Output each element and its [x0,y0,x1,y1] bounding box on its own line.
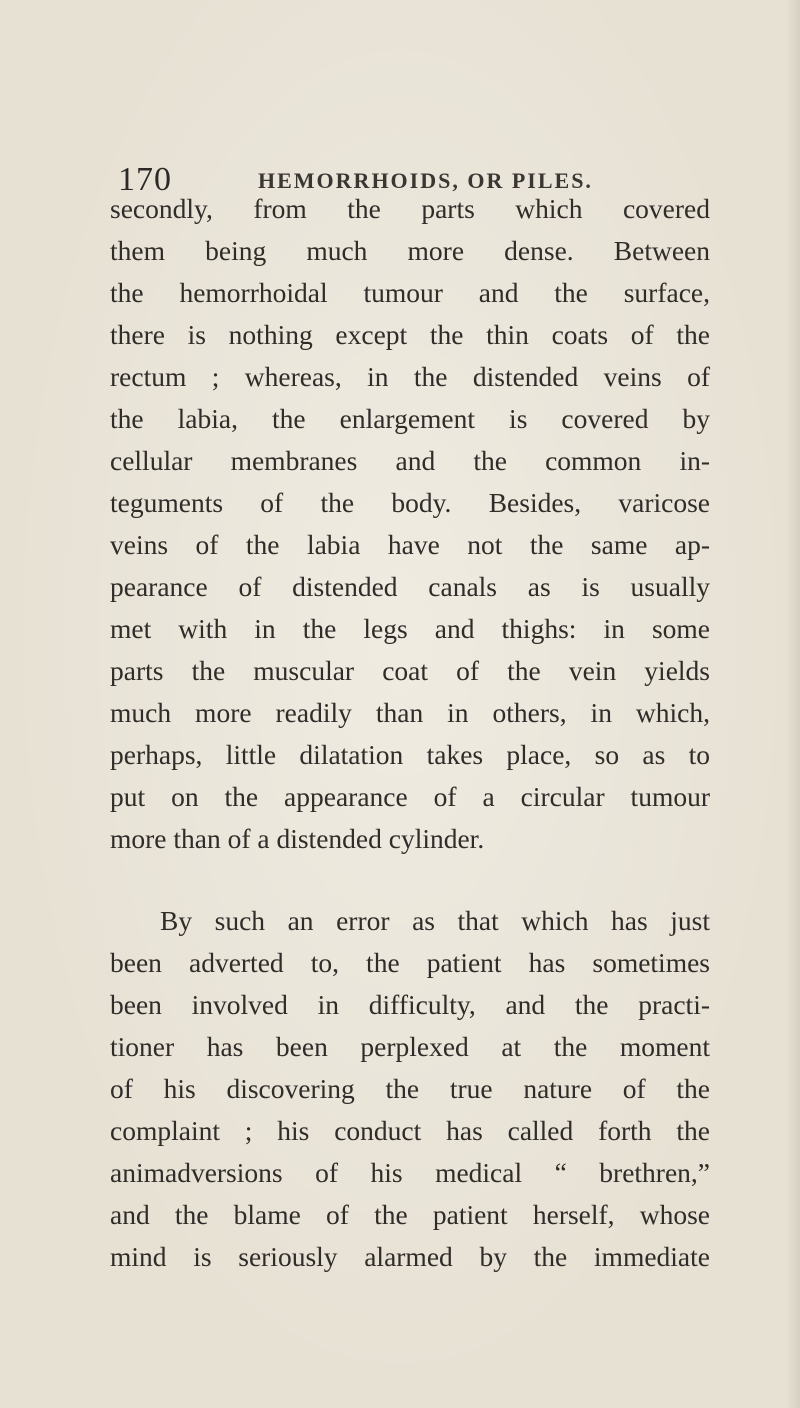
text-line: met with in the legs and thighs: in some [110,613,710,644]
body-text [110,188,710,1278]
text-line: tioner has been perplexed at the moment [110,1031,710,1062]
text-line: rectum ; whereas, in the distended veins of [110,361,710,392]
text-line: them being much more dense. Between [110,235,710,266]
text-line: veins of the labia have not the same ap- [110,529,710,560]
text-line: perhaps, little dilatation takes place, so as to [110,739,710,770]
text-line: teguments of the body. Besides, varicose [110,487,710,518]
text-line: the hemorrhoidal tumour and the surface, [110,277,710,308]
text-line: cellular membranes and the common in- [110,445,710,476]
text-line: pearance of distended canals as is usually [110,571,710,602]
paragraph-gap [110,860,710,900]
text-line: there is nothing except the thin coats of the [110,319,710,350]
text-line: complaint ; his conduct has called forth the [110,1115,710,1146]
text-line: been involved in difficulty, and the practi- [110,989,710,1020]
text-line: and the blame of the patient herself, whose [110,1199,710,1230]
paragraph-1 [110,188,710,860]
page-edge-shadow [786,0,800,1408]
text-line: mind is seriously alarmed by the immediate [110,1241,710,1272]
page-number: 170 [118,161,172,198]
text-line: By such an error as that which has just [160,905,710,936]
text-line: of his discovering the true nature of the [110,1073,710,1104]
text-line: put on the appearance of a circular tumour [110,781,710,812]
text-line: parts the muscular coat of the vein yields [110,655,710,686]
paragraph-2 [110,900,710,1278]
text-line: the labia, the enlargement is covered by [110,403,710,434]
running-title: HEMORRHOIDS, OR PILES. [258,168,593,193]
text-line: animadversions of his medical “ brethren,” [110,1157,710,1188]
text-line: secondly, from the parts which covered [110,193,710,224]
text-line: more than of a distended cylinder. [110,823,485,854]
text-line: been adverted to, the patient has sometimes [110,947,710,978]
text-line: much more readily than in others, in which, [110,697,710,728]
